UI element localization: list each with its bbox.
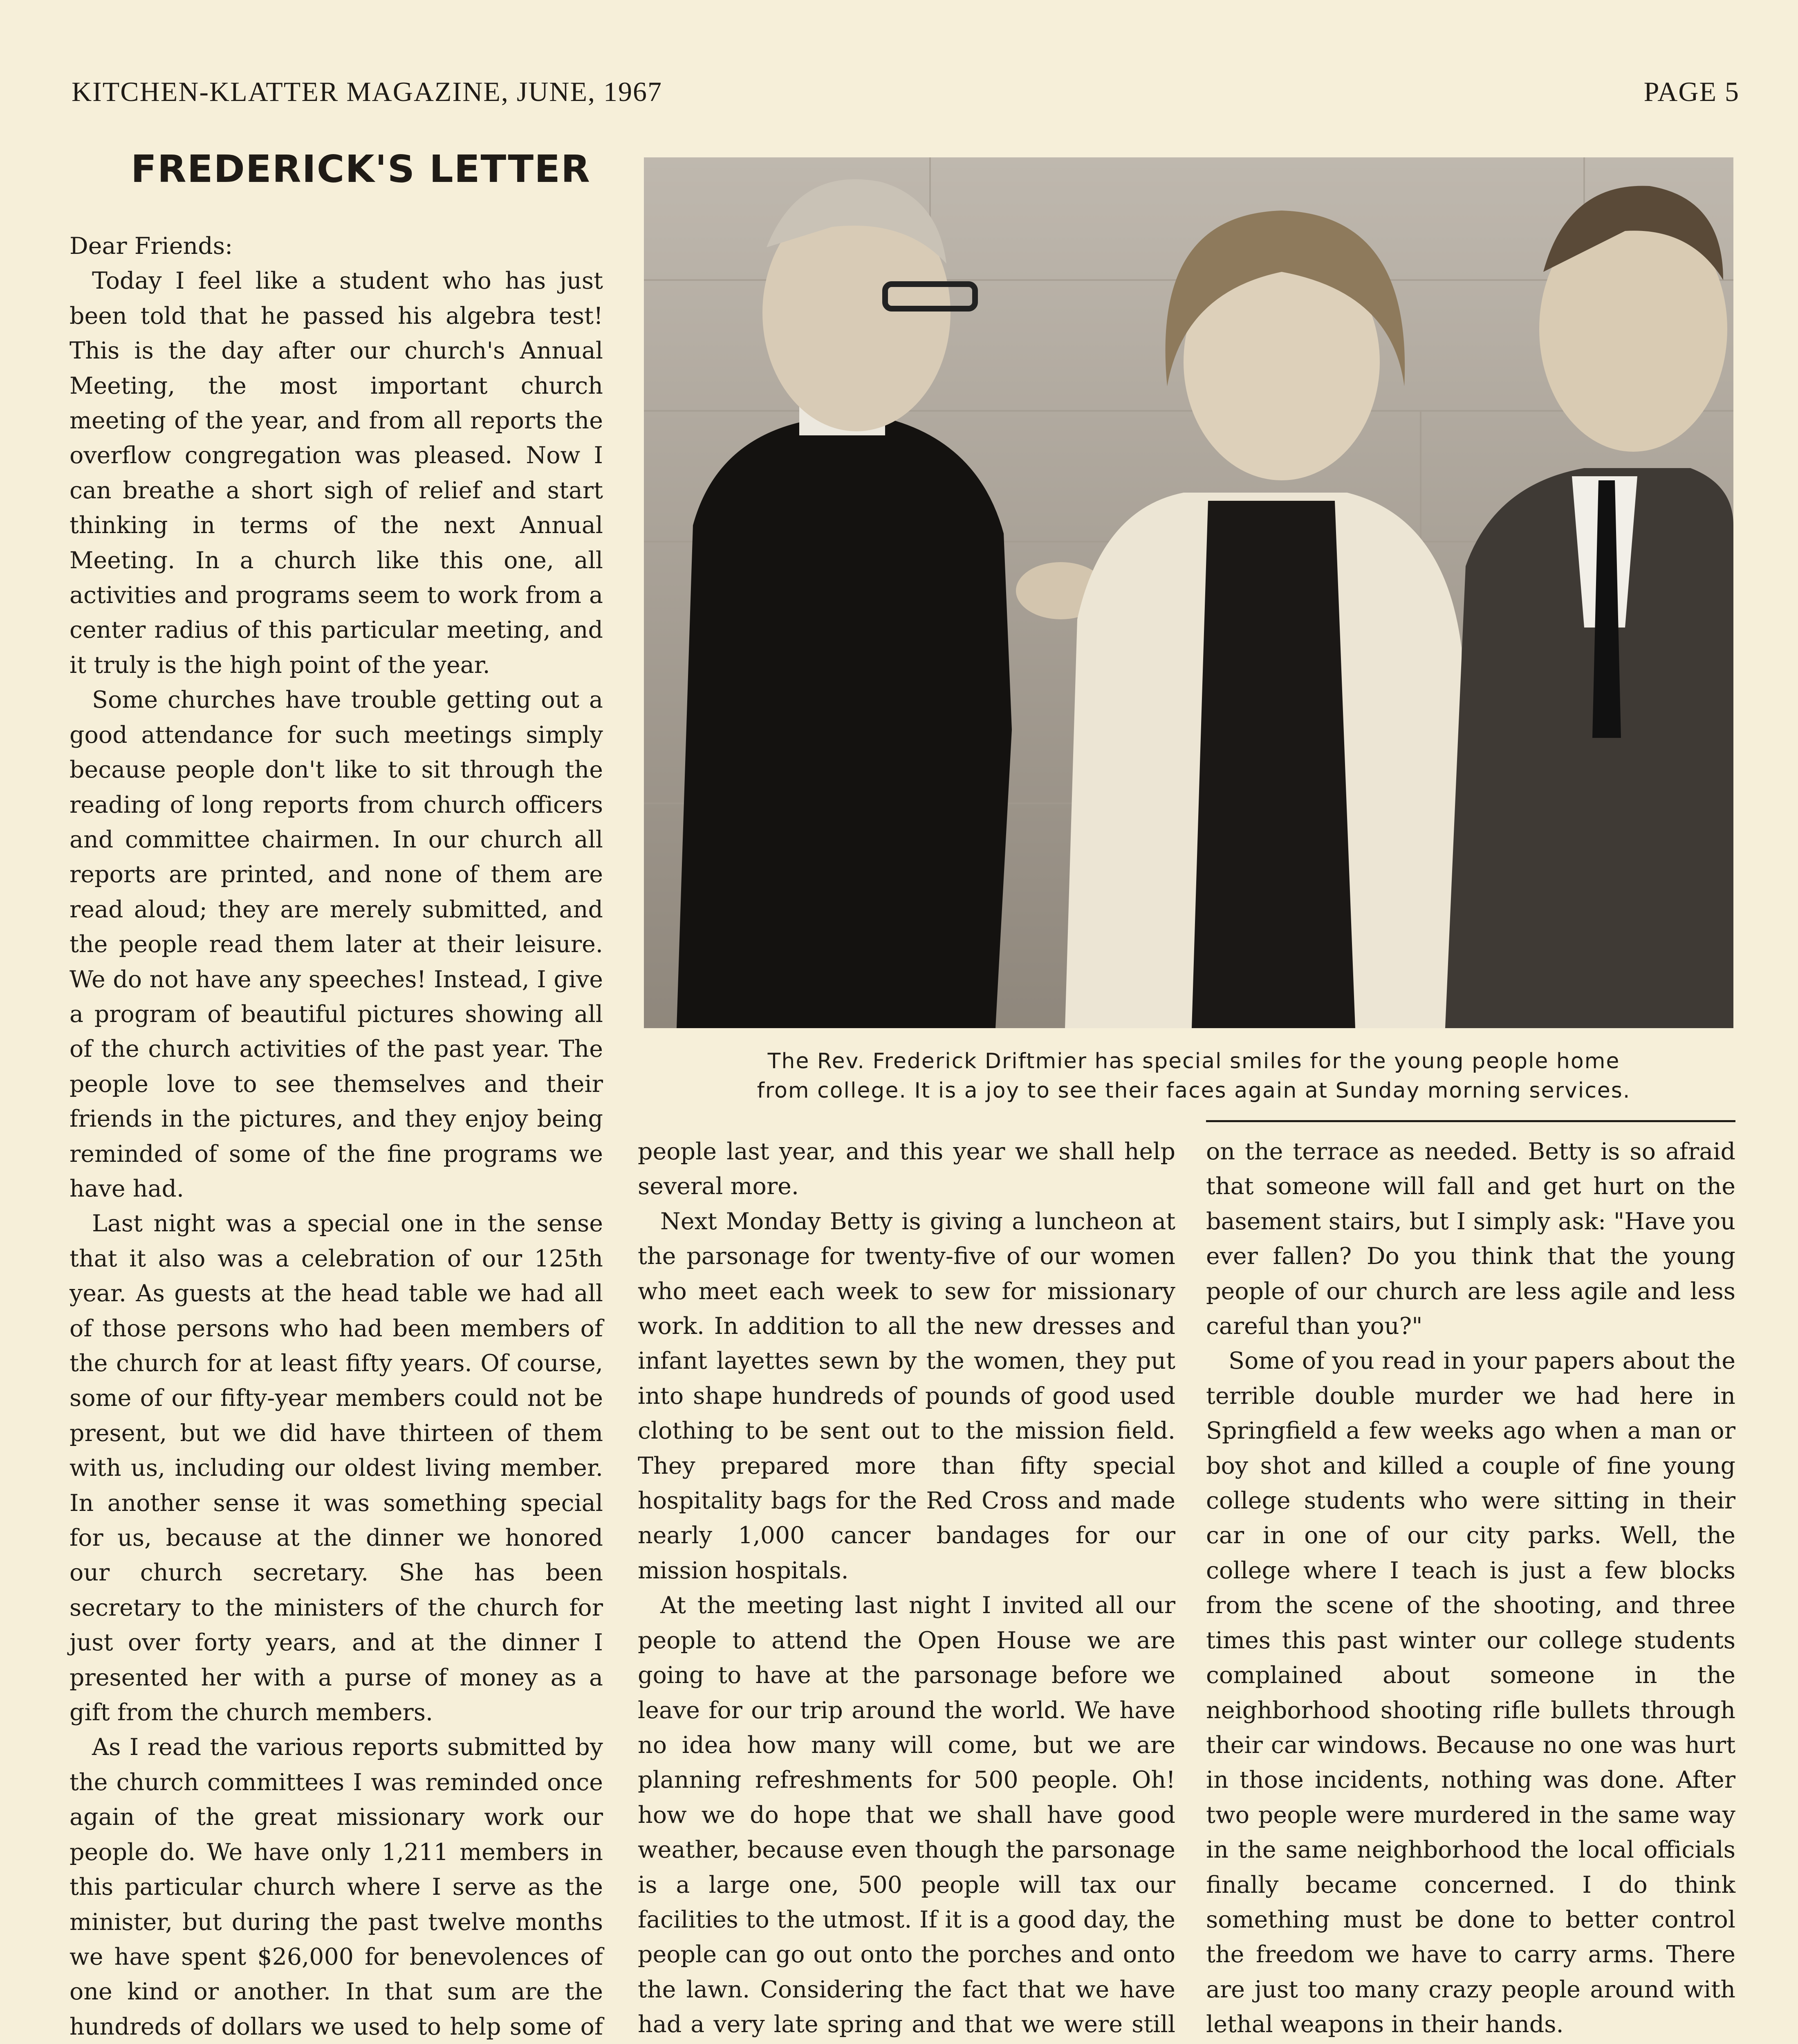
group-photo: [644, 157, 1733, 1028]
caption-line: The Rev. Frederick Driftmier has special smiles for the young people home: [767, 1049, 1620, 1074]
paragraph: Last night was a special one in the sense that it also was a celebration of our 125th year. As guests at the head table we had all of those persons who had been members of the church for at least fifty years. Of course, some of our fifty-year members could not be present, but we did have thirteen of them with us, including our oldest living member. In another sense it was something special for us, because at the dinner we honored our church secretary. She has been secretary to the ministers of the church for just over forty years, and at the dinner I presented her with a purse of money as a gift from the church members.: [69, 1210, 603, 1726]
magazine-title: KITCHEN-KLATTER MAGAZINE, JUNE, 1967: [72, 76, 663, 107]
paragraph: Some of you read in your papers about the terrible double murder we had here in Springfield a few weeks ago when a man or boy shot and killed a couple of fine young college students who were sitting in their car in one of our city parks. Well, the college where I teach is just a few blocks from the scene of the shooting, and three times this past winter our college students complained about someone in the neighborhood shooting rifle bullets through their car windows. Because no one was hurt in those incidents, nothing was done. After two people were murdered in the same way in the same neighborhood the local officials finally became concerned. I do think something must be done to better control the freedom we have to carry arms. There are just too many crazy people around with lethal weapons in their hands.: [1206, 1347, 1735, 2038]
page-header: [72, 76, 1740, 121]
paragraph: At the meeting last night I invited all our people to attend the Open House we are going to have at the parsonage before we leave for our trip around the world. We have no idea how many will come, but we are planning refreshments for 500 people. Oh! how we do hope that we shall have good weather, because even though the parsonage is a large one, 500 people will tax our facilities to the utmost. If it is a good day, the people can go out onto the porches and onto the lawn. Considering the fact that we have had a very late spring and that we were still: [638, 1592, 1175, 2038]
column-3: [1206, 1134, 1735, 2044]
paragraph: Some churches have trouble getting out a good attendance for such meetings simply because people don't like to sit through the reading of long reports from church officers and committee chairmen. In our church all reports are printed, and none of them are read aloud; they are merely submitted, and the people read them later at their leisure. We do not have any speeches! Instead, I give a program of beautiful pictures showing all of the church activities of the past year. The people love to see themselves and their friends in the pictures, and they enjoy being reminded of some of the fine programs we have had.: [69, 686, 603, 1202]
paragraph: Today I feel like a student who has just been told that he passed his algebra test! This is the day after our church's Annual Meeting, the most important church meeting of the year, and from all reports the overflow congregation was pleased. Now I can breathe a short sigh of relief and start thinking in terms of the next Annual Meeting. In a church like this one, all activities and programs seem to work from a center radius of this particular meeting, and it truly is the high point of the year.: [69, 267, 603, 679]
salutation: Dear Friends:: [69, 233, 233, 260]
photo-caption: [654, 1047, 1733, 1105]
column-1: [69, 229, 603, 2044]
paragraph: Next Monday Betty is giving a luncheon at the parsonage for twenty-five of our women who meet each week to sew for missionary work. In addition to all the new dresses and infant layettes sewn by the women, they put into shape hundreds of pounds of good used clothing to be sent out to the mission field. They prepared more than fifty special hospitality bags for the Red Cross and made nearly 1,000 cancer bandages for our mission hospitals.: [638, 1208, 1175, 1584]
page-number: PAGE 5: [1643, 76, 1740, 107]
paragraph: on the terrace as needed. Betty is so afraid that someone will fall and get hurt on the basement stairs, but I simply ask: "Have you ever fallen? Do you think that the young people of our church are less agile and less careful than you?": [1206, 1138, 1735, 1340]
paragraph: [1206, 2042, 1735, 2044]
paragraph: As I read the various reports submitted by the church committees I was reminded once again of the great missionary work our people do. We have only 1,211 members in this particular church where I serve as the minister, but during the past twelve months we have spent $26,000 for benevolences of one kind or another. In that sum are the hundreds of dollars we used to help some of: [69, 1734, 603, 2040]
column-2: [638, 1134, 1175, 2044]
article-title: FREDERICK'S LETTER: [131, 147, 591, 191]
paragraph: people last year, and this year we shall help several more.: [638, 1138, 1175, 1200]
divider: [1206, 1120, 1735, 1122]
caption-line: from college. It is a joy to see their faces again at Sunday morning services.: [757, 1078, 1631, 1103]
